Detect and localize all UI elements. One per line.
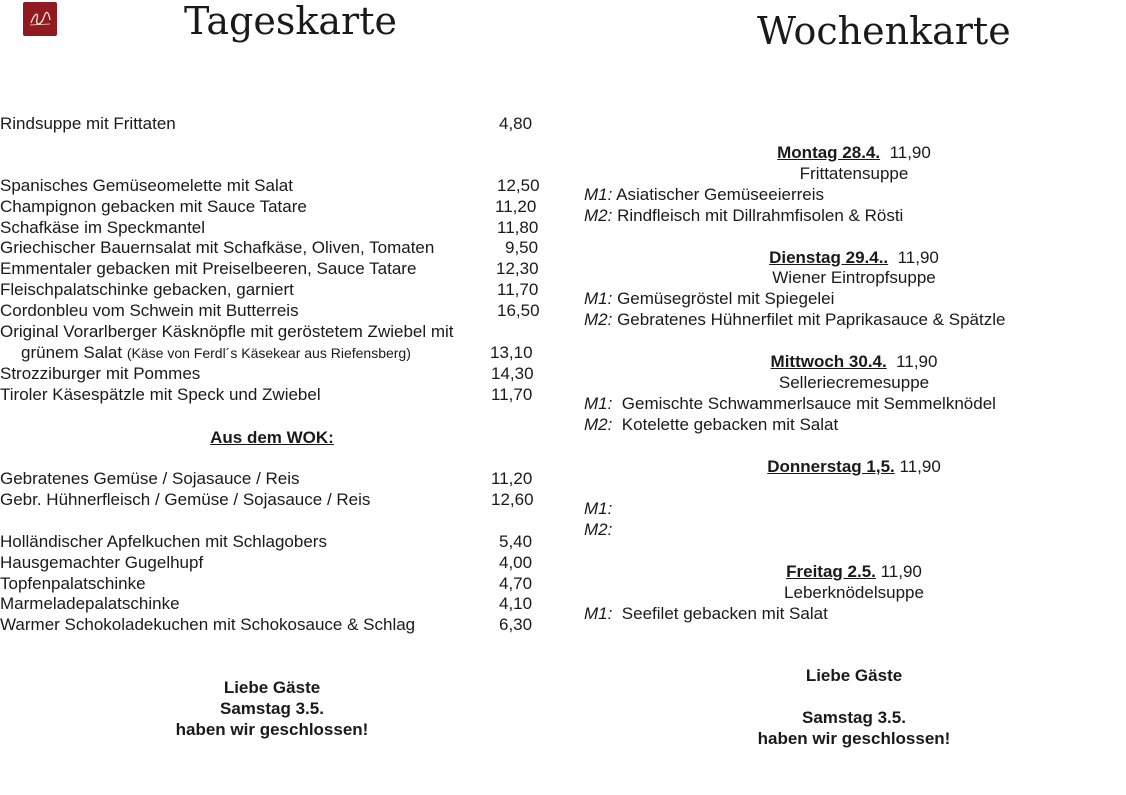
menu-item-price: 11,70 (497, 280, 539, 299)
option-label: M1: (584, 185, 613, 204)
menu-option (584, 205, 903, 226)
option-label: M1: (584, 499, 613, 518)
menu-option (584, 309, 1005, 330)
day-soup: Leberknödelsuppe (784, 583, 924, 602)
menu-item-price: 5,40 (499, 532, 533, 551)
menu-item-price: 11,20 (495, 197, 537, 216)
menu-option (584, 288, 834, 309)
menu-item-price: 13,10 (490, 343, 533, 362)
option-label: M2: (584, 520, 613, 539)
menu-item-price: 11,20 (491, 469, 533, 488)
option-label: M1: (584, 394, 613, 413)
menu-item-name: Tiroler Käsespätzle mit Speck und Zwiebel (0, 385, 321, 404)
day-header (584, 561, 1124, 582)
menu-item-name: Original Vorarlberger Käsknöpfle mit geröstetem Zwiebel mit (0, 322, 454, 341)
menu-item-name: Warmer Schokoladekuchen mit Schokosauce & Schlag (0, 615, 416, 634)
menu-item-name: grünem Salat (21, 343, 123, 362)
tageskarte-title: Tageskarte (184, 0, 397, 43)
day-name: Mittwoch 30.4. (770, 352, 887, 371)
day-header (584, 351, 1124, 372)
menu-item-price: 14,30 (491, 364, 534, 383)
option-dish: Rindfleisch mit Dillrahmfisolen & Rösti (617, 206, 904, 225)
day-price: 11,90 (899, 457, 941, 476)
menu-item-price: 4,80 (499, 114, 533, 133)
menu-item-price: 9,50 (505, 238, 539, 257)
menu-item-price: 12,60 (491, 490, 534, 509)
option-label: M1: (584, 604, 613, 623)
day-name: Montag 28.4. (777, 143, 881, 162)
signature-logo-icon (27, 8, 53, 30)
day-price: 11,90 (897, 248, 939, 267)
wok-heading: Aus dem WOK: (210, 428, 334, 447)
menu-item-name: Holländischer Apfelkuchen mit Schlagobers (0, 532, 327, 551)
day-price: 11,90 (896, 352, 938, 371)
day-header (584, 142, 1124, 163)
option-dish: Gemischte Schwammerlsauce mit Semmelknödel (621, 394, 996, 413)
day-soup: Selleriecremesuppe (778, 373, 930, 392)
menu-item-name-continued (21, 342, 411, 363)
menu-item-name: Champignon gebacken mit Sauce Tatare (0, 197, 307, 216)
option-dish: Gemüsegröstel mit Spiegelei (617, 289, 835, 308)
menu-item-name: Rindsuppe mit Frittaten (0, 114, 176, 133)
menu-item-price: 11,80 (497, 218, 539, 237)
day-soup: Wiener Eintropfsuppe (772, 268, 936, 287)
closure-notice-line: Samstag 3.5. (220, 699, 324, 718)
menu-option (584, 184, 824, 205)
closure-notice-line: Samstag 3.5. (802, 708, 906, 727)
closure-notice-line: haben wir geschlossen! (757, 729, 951, 748)
day-name: Freitag 2.5. (786, 562, 876, 581)
wochenkarte-title: Wochenkarte (757, 9, 1011, 53)
restaurant-logo (23, 2, 57, 36)
menu-item-note: (Käse von Ferdl´s Käsekear aus Riefensberg) (126, 345, 411, 361)
menu-item-name: Cordonbleu vom Schwein mit Butterreis (0, 301, 299, 320)
option-label: M2: (584, 415, 613, 434)
option-label: M1: (584, 289, 613, 308)
day-name: Donnerstag 1,5. (767, 457, 895, 476)
menu-item-name: Schafkäse im Speckmantel (0, 218, 206, 237)
menu-item-name: Hausgemachter Gugelhupf (0, 553, 204, 572)
menu-option (584, 498, 612, 519)
menu-item-price: 16,50 (497, 301, 540, 320)
menu-item-name: Marmeladepalatschinke (0, 594, 180, 613)
option-dish: Seefilet gebacken mit Salat (621, 604, 828, 623)
menu-item-name: Spanisches Gemüseomelette mit Salat (0, 176, 293, 195)
option-dish: Asiatischer Gemüseeierreis (616, 185, 824, 204)
option-dish: Kotelette gebacken mit Salat (621, 415, 839, 434)
menu-option (584, 519, 612, 540)
option-label: M2: (584, 310, 613, 329)
option-label: M2: (584, 206, 613, 225)
closure-notice-line: Liebe Gäste (223, 678, 321, 697)
closure-notice-line: haben wir geschlossen! (175, 720, 369, 739)
closure-notice-line: Liebe Gäste (805, 666, 903, 685)
menu-item-name: Gebr. Hühnerfleisch / Gemüse / Sojasauce / Reis (0, 490, 371, 509)
menu-item-price: 12,30 (496, 259, 539, 278)
day-price: 11,90 (889, 143, 931, 162)
menu-item-name: Strozziburger mit Pommes (0, 364, 201, 383)
menu-item-price: 4,70 (499, 574, 533, 593)
menu-item-name: Gebratenes Gemüse / Sojasauce / Reis (0, 469, 300, 488)
menu-item-price: 11,70 (491, 385, 533, 404)
menu-item-price: 6,30 (499, 615, 533, 634)
day-name: Dienstag 29.4.. (769, 248, 889, 267)
menu-item-name: Topfenpalatschinke (0, 574, 146, 593)
menu-item-name: Griechischer Bauernsalat mit Schafkäse, Oliven, Tomaten (0, 238, 435, 257)
menu-item-name: Fleischpalatschinke gebacken, garniert (0, 280, 294, 299)
menu-item-name: Emmentaler gebacken mit Preiselbeeren, Sauce Tatare (0, 259, 417, 278)
menu-option (584, 393, 996, 414)
menu-item-price: 4,00 (499, 553, 533, 572)
menu-item-price: 4,10 (499, 594, 533, 613)
menu-item-price: 12,50 (497, 176, 540, 195)
menu-option (584, 414, 838, 435)
day-price: 11,90 (880, 562, 922, 581)
option-dish: Gebratenes Hühnerfilet mit Paprikasauce & Spätzle (617, 310, 1006, 329)
day-header (584, 456, 1124, 477)
day-soup: Frittatensuppe (799, 164, 909, 183)
menu-option (584, 603, 828, 624)
day-header (584, 247, 1124, 268)
